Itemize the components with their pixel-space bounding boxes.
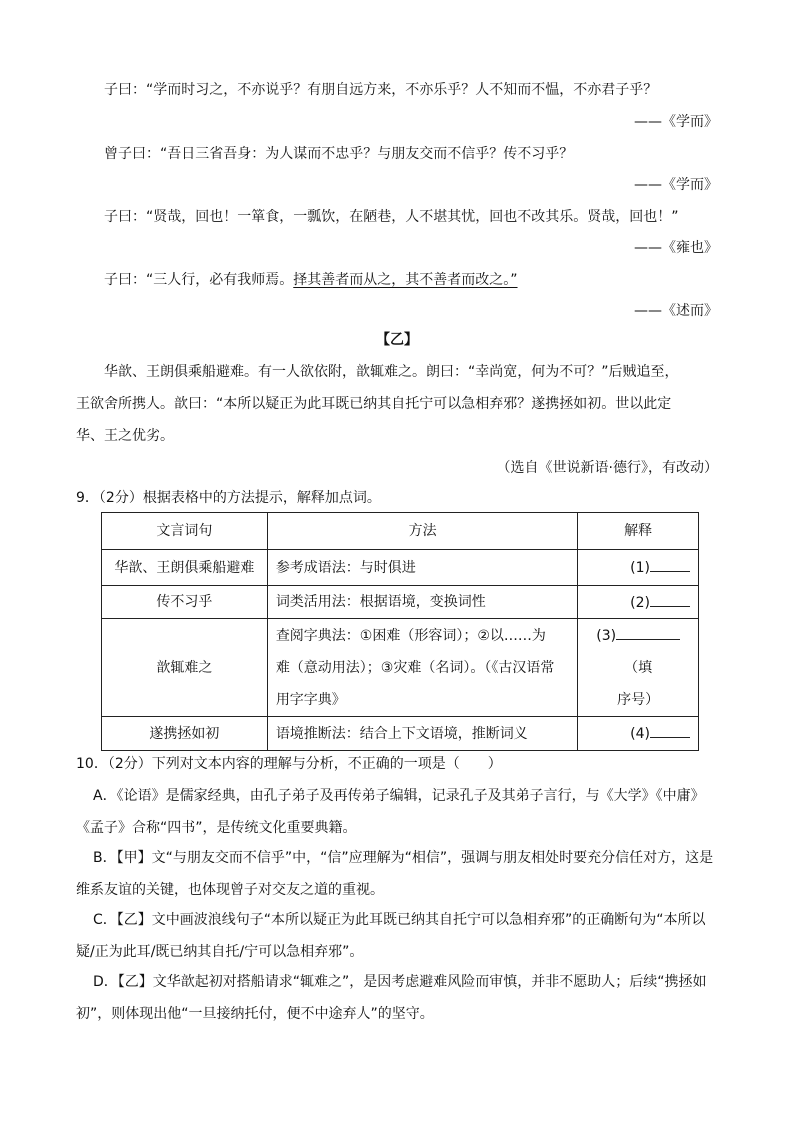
row-2-answer[interactable]: (2) [578, 586, 699, 619]
row-1-method: 参考成语法：与时俱进 [267, 550, 578, 586]
row-2-phrase: 传不习乎 [102, 586, 268, 619]
option-b[interactable]: B．【甲】文“与朋友交而不信乎”中，“信”应理解为“相信”，强调与朋友相处时要充分信任对方，这是维系友谊的关键，也体现曾子对交友之道的重视。 [76, 850, 714, 898]
row-2-method: 词类活用法：根据语境，变换词性 [267, 586, 578, 619]
option-a[interactable]: A．《论语》是儒家经典，由孔子弟子及再传弟子编辑，记录孔子及其弟子言行，与《大学》《中庸》《孟子》合称“四书”，是传统文化重要典籍。 [76, 788, 705, 836]
quote-3-source: ——《雍也》 [634, 240, 718, 256]
yi-source: （选自《世说新语·德行》，有改动） [496, 460, 718, 476]
yi-line-1: 华歆、王朗俱乘船避难。有一人欲依附，歆辄难之。朗曰：“幸尚宽，何为不可？”后贼追至， [104, 364, 679, 380]
option-c[interactable]: C．【乙】文中画波浪线句子“本所以疑正为此耳既已纳其自托宁可以急相弃邪”的正确断句为“本所以疑/正为此耳/既已纳其自托/宁可以急相弃邪”。 [76, 912, 706, 960]
row-4-phrase: 遂携拯如初 [102, 717, 268, 751]
question-10-stem: 10．（2分）下列对文本内容的理解与分析，不正确的一项是（ ） [76, 756, 502, 772]
row-4-method: 语境推断法：结合上下文语境，推断词义 [267, 717, 578, 751]
option-d[interactable]: D．【乙】文华歆起初对搭船请求“辄难之”，是因考虑避难风险而审慎，并非不愿助人；后续“携拯如初”，则体现出他“一旦接纳托付，便不中途弃人”的坚守。 [76, 974, 707, 1022]
header-answer: 解释 [578, 513, 699, 550]
header-method: 方法 [267, 513, 578, 550]
row-3-method: 查阅字典法：①困难（形容词）；②以……为 难（意动用法）；③灾难（名词）。（《古汉语常 用字字典》 [267, 619, 578, 717]
table-row [102, 550, 699, 586]
answer-blank[interactable] [616, 625, 680, 640]
yi-line-3: 华、王之优劣。 [76, 428, 174, 444]
method-table [101, 512, 699, 751]
table-header-row [102, 513, 699, 550]
row-1-phrase: 华歆、王朗俱乘船避难 [102, 550, 268, 586]
table-row [102, 619, 699, 717]
table-row [102, 586, 699, 619]
quote-2-source: ——《学而》 [634, 177, 718, 193]
quote-4-text [104, 270, 518, 290]
quote-4-plain: 子曰：“三人行，必有我师焉。 [104, 272, 294, 288]
quote-4-source: ——《述而》 [634, 303, 718, 319]
quote-1-text: 子曰：“学而时习之，不亦说乎？有朋自远方来，不亦乐乎？人不知而不愠，不亦君子乎？ [104, 82, 658, 98]
yi-line-2: 王欲舍所携人。歆曰：“本所以疑正为此耳既已纳其自托宁可以急相弃邪？遂携拯如初。世以此定 [76, 396, 672, 412]
quote-2-text: 曾子曰：“吾日三省吾身：为人谋而不忠乎？与朋友交而不信乎？传不习乎？ [104, 146, 574, 162]
row-3-answer[interactable]: (3)（填 序号） [578, 619, 699, 717]
table-row [102, 717, 699, 751]
row-3-phrase: 歆辄难之 [102, 619, 268, 717]
answer-blank[interactable] [650, 557, 690, 572]
question-9-stem: 9．（2分）根据表格中的方法提示，解释加点词。 [76, 490, 381, 506]
quote-3-text: 子曰：“贤哉，回也！一箪食，一瓢饮，在陋巷，人不堪其忧，回也不改其乐。贤哉，回也！” [104, 209, 679, 225]
row-1-answer[interactable]: (1) [578, 550, 699, 586]
quote-1-source: ——《学而》 [634, 114, 718, 130]
row-4-answer[interactable]: (4) [578, 717, 699, 751]
wavy-underlined-sentence: 择其善者而从之，其不善者而改之。” [293, 272, 518, 288]
yi-heading: 【乙】 [376, 332, 418, 348]
answer-blank[interactable] [650, 723, 690, 738]
header-phrase: 文言词句 [102, 513, 268, 550]
answer-blank[interactable] [650, 592, 690, 607]
